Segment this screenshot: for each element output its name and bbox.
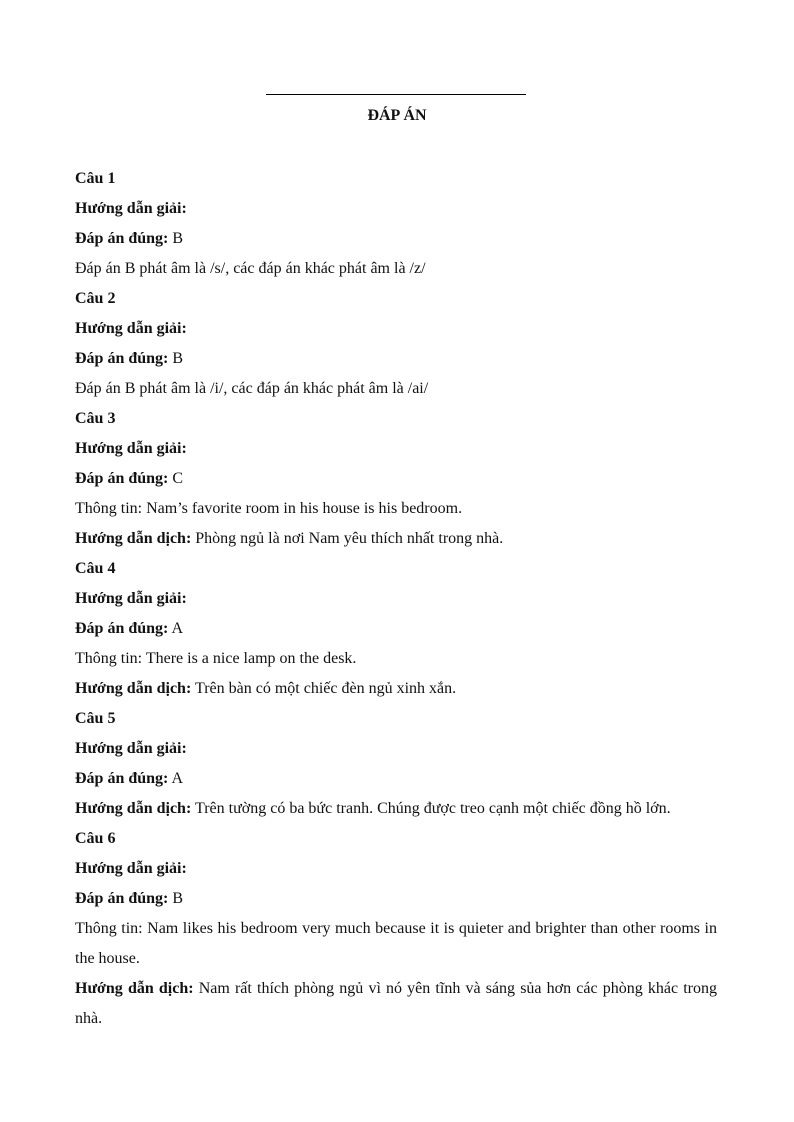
guide-label: Hướng dẫn giải: bbox=[75, 440, 187, 457]
translation-text: Trên bàn có một chiếc đèn ngủ xinh xắn. bbox=[195, 680, 457, 697]
translation-label: Hướng dẫn dịch: bbox=[75, 530, 192, 547]
translation-label: Hướng dẫn dịch: bbox=[75, 800, 192, 817]
guide-label: Hướng dẫn giải: bbox=[75, 740, 187, 757]
question-block bbox=[75, 554, 717, 704]
answer-line bbox=[75, 224, 717, 254]
answer-line bbox=[75, 464, 717, 494]
question-block bbox=[75, 284, 717, 404]
answer-line bbox=[75, 764, 717, 794]
answer-label: Đáp án đúng: bbox=[75, 470, 169, 487]
answer-value: B bbox=[172, 350, 184, 367]
question-heading: Câu 4 bbox=[75, 560, 116, 577]
answer-value: B bbox=[172, 890, 184, 907]
answer-label: Đáp án đúng: bbox=[75, 230, 169, 247]
translation-label: Hướng dẫn dịch: bbox=[75, 980, 194, 997]
question-heading: Câu 2 bbox=[75, 290, 116, 307]
question-heading: Câu 5 bbox=[75, 710, 116, 727]
info-paragraph: Thông tin: Nam likes his bedroom very much because it is quieter and brighter than other rooms in the house. bbox=[75, 920, 717, 967]
answer-value: A bbox=[171, 620, 184, 637]
question-block bbox=[75, 824, 717, 1034]
answer-value: B bbox=[172, 230, 184, 247]
question-block bbox=[75, 404, 717, 554]
answer-value: A bbox=[171, 770, 184, 787]
guide-label: Hướng dẫn giải: bbox=[75, 320, 187, 337]
answer-label: Đáp án đúng: bbox=[75, 620, 169, 637]
info-line: Thông tin: Nam’s favorite room in his house is his bedroom. bbox=[75, 500, 463, 517]
answer-line bbox=[75, 614, 717, 644]
translation-line bbox=[75, 674, 717, 704]
translation-line bbox=[75, 794, 717, 824]
answer-label: Đáp án đúng: bbox=[75, 350, 169, 367]
answer-label: Đáp án đúng: bbox=[75, 770, 169, 787]
translation-text: Trên tường có ba bức tranh. Chúng được treo cạnh một chiếc đồng hồ lớn. bbox=[195, 800, 671, 817]
answer-label: Đáp án đúng: bbox=[75, 890, 169, 907]
translation-line bbox=[75, 524, 717, 554]
guide-label: Hướng dẫn giải: bbox=[75, 200, 187, 217]
title-rule bbox=[266, 94, 526, 95]
answer-value: C bbox=[172, 470, 184, 487]
answer-line bbox=[75, 344, 717, 374]
guide-label: Hướng dẫn giải: bbox=[75, 860, 187, 877]
answer-list bbox=[75, 164, 717, 1034]
translation-paragraph bbox=[75, 974, 717, 1034]
explanation: Đáp án B phát âm là /s/, các đáp án khác phát âm là /z/ bbox=[75, 260, 426, 277]
page-title: ĐÁP ÁN bbox=[367, 107, 427, 124]
translation-text: Nam rất thích phòng ngủ vì nó yên tĩnh và sáng sủa hơn các phòng khác trong nhà. bbox=[75, 980, 718, 1027]
question-heading: Câu 1 bbox=[75, 170, 116, 187]
answer-line bbox=[75, 884, 717, 914]
question-heading: Câu 6 bbox=[75, 830, 116, 847]
question-block bbox=[75, 704, 717, 824]
guide-label: Hướng dẫn giải: bbox=[75, 590, 187, 607]
info-line: Thông tin: There is a nice lamp on the desk. bbox=[75, 650, 357, 667]
explanation: Đáp án B phát âm là /i/, các đáp án khác phát âm là /ai/ bbox=[75, 380, 429, 397]
question-block bbox=[75, 164, 717, 284]
translation-text: Phòng ngủ là nơi Nam yêu thích nhất trong nhà. bbox=[195, 530, 504, 547]
translation-label: Hướng dẫn dịch: bbox=[75, 680, 192, 697]
question-heading: Câu 3 bbox=[75, 410, 116, 427]
